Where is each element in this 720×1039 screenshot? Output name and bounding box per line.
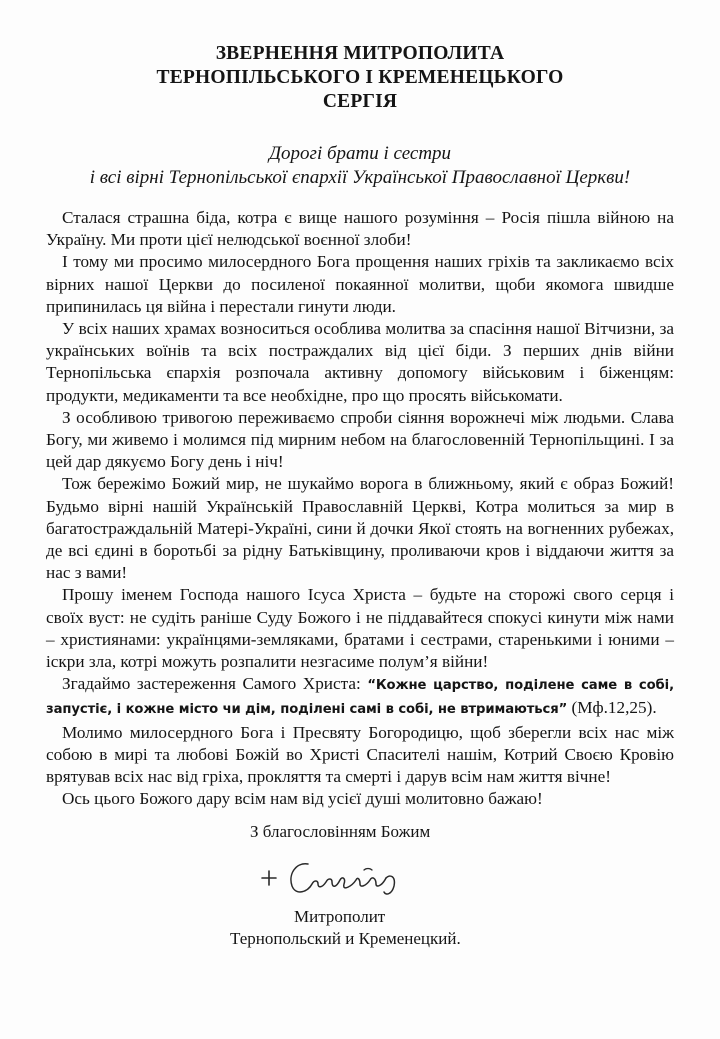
paragraph-4: З особливою тривогою переживаємо спроби сіяння ворожнечі між людьми. Слава Богу, ми живемо і молимся під мирним небом на благословенній Тернопільщині. І за цей дар дякуємо Богу день і ніч! bbox=[46, 407, 674, 472]
paragraph-2: І тому ми просимо милосердного Бога прощення наших гріхів та закликаємо всіх вірних нашої Церкви до посиленої покаянної молитви, щоби якомога швидше припинилась ця війна і перестали гинути люди. bbox=[46, 252, 674, 316]
paragraph-1: Сталася страшна біда, котра є вище нашого розуміння – Росія пішла війною на Україну. Ми проти цієї нелюдської воєнної злоби! bbox=[46, 208, 674, 250]
title-line-3: СЕРГІЯ bbox=[322, 91, 398, 112]
title-line-2: ТЕРНОПІЛЬСЬКОГО І КРЕМЕНЕЦЬКОГО bbox=[156, 67, 564, 88]
paragraph-5: Тож бережімо Божий мир, не шукаймо ворога в ближньому, який є образ Божий! Будьмо вірні нашій Українській Православній Церкві, Котра молиться за мир в багатостраждальній Матері-Україні, сини й дочки Якої стоять на вогненних рубежах, де всі єдині в боротьбі за рідну Батьківщину, проливаючи кров і віддаючи життя за нас з вами! bbox=[46, 474, 674, 583]
paragraph-6: Прошу іменем Господа нашого Ісуса Христа – будьте на сторожі свого серця і своїх вуст: не судіть раніше Суду Божого і не піддавайтеся спокусі кинути між нами – християнами: українцями-земляками, братами і сестрами, старенькими і юними – іскри зла, котрі можуть розпалити незгасиме полум’я війни! bbox=[46, 585, 674, 672]
closing-blessing: З благословінням Божим bbox=[250, 822, 431, 841]
paragraph-7 bbox=[46, 673, 674, 721]
greeting-line-2: і всі вірні Тернопільської єпархії Української Православної Церкви! bbox=[89, 167, 631, 188]
paragraph-9: Ось цього Божого дару всім нам від усієї душі молитовно бажаю! bbox=[62, 789, 543, 809]
handwritten-signature bbox=[256, 852, 416, 902]
title-line-1: ЗВЕРНЕННЯ МИТРОПОЛИТА bbox=[215, 43, 505, 64]
paragraph-3: У всіх наших храмах возноситься особлива молитва за спасіння нашої Вітчизни, за українських воїнів та всіх постраждалих від цієї біди. З перших днів війни Тернопільська єпархія розпочала активну допомогу військовим і біженцям: продукти, медикаменти та все необхідне, про що просять військомати. bbox=[46, 319, 674, 405]
greeting bbox=[0, 142, 720, 190]
paragraph-8: Молимо милосердного Бога і Пресвяту Богородицю, щоб зберегли всіх нас між собою в мирі та любові Божій во Христі Спасителі нашім, Котрий Своєю Кровію врятував всіх нас від гріха, прокляття та смерті і дарув всім нам життя вічне! bbox=[46, 722, 674, 787]
scripture-quote: “Кожне царство, поділене саме в собі, запустіє, і кожне місто чи дім, поділені самі в собі, не втримаються” bbox=[46, 678, 674, 718]
greeting-line-1: Дорогі брати і сестри bbox=[268, 143, 452, 164]
signatory-title: Митрополит bbox=[294, 907, 386, 926]
scripture-reference: (Мф.12,25). bbox=[567, 698, 657, 718]
letter-body bbox=[46, 207, 674, 810]
scripture-intro: Згадаймо застереження Самого Христа: bbox=[62, 674, 368, 694]
signatory bbox=[230, 906, 490, 950]
signatory-diocese: Тернопольский и Кременецкий. bbox=[230, 929, 461, 948]
document-title bbox=[0, 42, 720, 114]
